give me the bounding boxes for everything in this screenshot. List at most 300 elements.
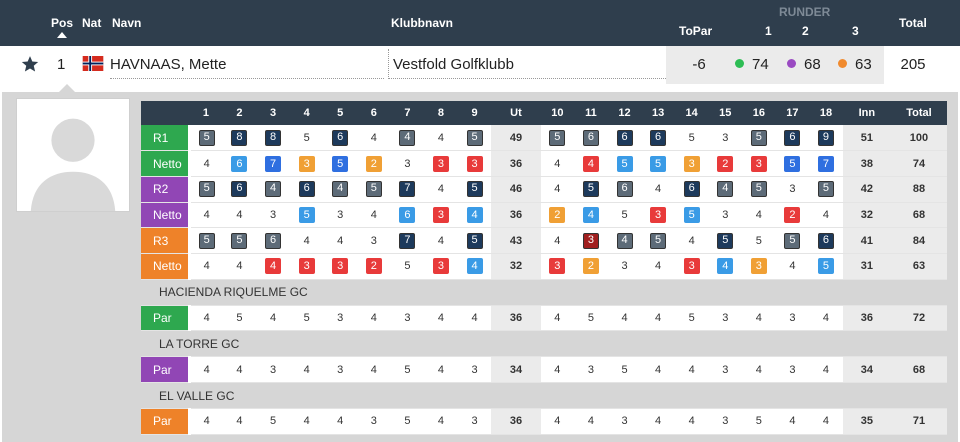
course-name: LA TORRE GC <box>141 331 947 357</box>
player-total: 205 <box>900 56 926 73</box>
scorecard-body <box>141 125 947 434</box>
hole-score-cell: 4 <box>223 253 257 279</box>
hole-score-cell: 5 <box>290 305 324 331</box>
hole-score-cell <box>458 253 492 279</box>
hole-score-cell: 4 <box>357 357 391 383</box>
nat-column-header[interactable]: Nat <box>82 16 102 30</box>
course-name-row <box>141 331 947 357</box>
hole-score-cell: 4 <box>424 305 458 331</box>
round1-dot-icon <box>735 59 744 68</box>
hole-score-cell: 4 <box>357 125 391 151</box>
hole-score-badge: 5 <box>231 233 247 249</box>
hole-score-cell: 3 <box>574 357 608 383</box>
total-column-header[interactable]: Total <box>899 16 927 30</box>
hole-score-badge: 7 <box>265 156 281 172</box>
hole-score-cell: 3 <box>608 409 642 435</box>
norway-flag-icon <box>82 56 104 71</box>
scorecard-col-header: 10 <box>541 101 575 125</box>
hole-score-cell: 5 <box>256 409 290 435</box>
score-row <box>141 176 947 202</box>
course-name-row <box>141 383 947 409</box>
hole-score-cell <box>675 202 709 228</box>
hole-score-cell: 3 <box>708 202 742 228</box>
hole-score-badge: 5 <box>751 130 767 146</box>
hole-score-cell <box>189 228 223 254</box>
round2-score: 68 <box>787 56 821 73</box>
hole-score-badge: 6 <box>332 130 348 146</box>
hole-score-badge: 5 <box>818 258 834 274</box>
hole-score-badge: 6 <box>299 181 315 197</box>
hole-score-cell: 4 <box>809 409 843 435</box>
hole-score-badge: 5 <box>199 233 215 249</box>
favorite-star-icon[interactable] <box>21 55 39 73</box>
hole-score-cell <box>424 151 458 177</box>
hole-score-cell <box>742 176 776 202</box>
hole-score-cell <box>458 202 492 228</box>
hole-score-cell <box>809 253 843 279</box>
hole-score-cell <box>675 253 709 279</box>
hole-score-badge: 2 <box>549 207 565 223</box>
hole-score-badge: 4 <box>717 181 733 197</box>
hole-score-cell <box>742 125 776 151</box>
scorecard-col-header: 14 <box>675 101 709 125</box>
hole-score-cell: 5 <box>608 357 642 383</box>
hole-score-cell <box>641 125 675 151</box>
hole-score-cell <box>323 176 357 202</box>
subtotal-cell: 49 <box>491 125 540 151</box>
hole-score-cell <box>608 228 642 254</box>
subtotal-cell: 46 <box>491 176 540 202</box>
hole-score-cell <box>323 253 357 279</box>
topar-column-header[interactable]: ToPar <box>679 24 713 38</box>
player-rounds <box>732 46 884 84</box>
scorecard-col-header: 18 <box>809 101 843 125</box>
hole-score-cell <box>675 176 709 202</box>
hole-score-cell <box>391 228 425 254</box>
hole-score-badge: 4 <box>467 207 483 223</box>
subtotal-cell: 36 <box>491 305 540 331</box>
hole-score-cell: 5 <box>742 409 776 435</box>
hole-score-cell <box>223 228 257 254</box>
hole-score-cell: 4 <box>641 357 675 383</box>
hole-score-cell: 4 <box>189 357 223 383</box>
hole-score-cell: 3 <box>391 151 425 177</box>
hole-score-badge: 3 <box>549 258 565 274</box>
subtotal-cell: 43 <box>491 228 540 254</box>
hole-score-cell <box>708 228 742 254</box>
hole-score-badge: 3 <box>650 207 666 223</box>
hole-score-cell: 4 <box>189 151 223 177</box>
hole-score-badge: 6 <box>650 130 666 146</box>
hole-score-cell: 4 <box>541 228 575 254</box>
hole-score-cell: 4 <box>742 202 776 228</box>
hole-score-badge: 5 <box>717 233 733 249</box>
klubbnavn-column-header[interactable]: Klubbnavn <box>391 16 453 30</box>
round-label: Par <box>141 305 189 331</box>
hole-score-badge: 8 <box>231 130 247 146</box>
hole-score-badge: 2 <box>366 258 382 274</box>
hole-score-badge: 5 <box>467 233 483 249</box>
hole-score-cell: 4 <box>541 305 575 331</box>
hole-score-cell: 4 <box>742 357 776 383</box>
navn-column-header[interactable]: Navn <box>112 16 142 30</box>
hole-score-badge: 5 <box>467 181 483 197</box>
sort-ascending-icon <box>57 32 67 38</box>
hole-score-badge: 9 <box>818 130 834 146</box>
subtotal-cell: 88 <box>891 176 947 202</box>
hole-score-badge: 6 <box>818 233 834 249</box>
hole-score-cell <box>708 176 742 202</box>
subtotal-cell: 41 <box>843 228 891 254</box>
scorecard-col-header: 5 <box>323 101 357 125</box>
hole-score-badge: 3 <box>751 156 767 172</box>
hole-score-cell: 4 <box>776 409 810 435</box>
hole-score-cell: 4 <box>641 409 675 435</box>
subtotal-cell: 38 <box>843 151 891 177</box>
hole-score-badge: 5 <box>366 181 382 197</box>
hole-score-cell <box>776 228 810 254</box>
hole-score-cell: 4 <box>424 409 458 435</box>
hole-score-cell: 4 <box>675 357 709 383</box>
hole-score-cell <box>391 202 425 228</box>
hole-score-cell <box>574 151 608 177</box>
course-name: EL VALLE GC <box>141 383 947 409</box>
hole-score-cell <box>256 125 290 151</box>
round1-column-header[interactable]: 1 <box>765 24 772 38</box>
avatar <box>16 98 130 212</box>
hole-score-cell <box>574 202 608 228</box>
subtotal-cell: 34 <box>491 357 540 383</box>
hole-score-cell: 3 <box>323 357 357 383</box>
hole-score-cell: 4 <box>223 202 257 228</box>
hole-score-cell <box>574 228 608 254</box>
hole-score-cell <box>189 125 223 151</box>
round-label: Netto <box>141 202 189 228</box>
hole-score-cell <box>256 176 290 202</box>
hole-score-badge: 5 <box>549 130 565 146</box>
round3-score: 63 <box>838 56 872 73</box>
hole-score-cell: 4 <box>641 176 675 202</box>
hole-score-cell: 4 <box>574 409 608 435</box>
hole-score-cell: 3 <box>708 125 742 151</box>
hole-score-cell: 3 <box>256 357 290 383</box>
hole-score-badge: 2 <box>717 156 733 172</box>
hole-score-badge: 6 <box>265 233 281 249</box>
hole-score-badge: 5 <box>199 181 215 197</box>
hole-score-badge: 8 <box>265 130 281 146</box>
scorecard-col-header: Total <box>891 101 947 125</box>
hole-score-cell: 4 <box>189 202 223 228</box>
hole-score-cell: 4 <box>641 253 675 279</box>
hole-score-cell <box>541 253 575 279</box>
score-row <box>141 151 947 177</box>
hole-score-cell: 3 <box>708 357 742 383</box>
scorecard-col-header: 8 <box>424 101 458 125</box>
hole-score-cell <box>357 176 391 202</box>
par-row <box>141 357 947 383</box>
hole-score-badge: 4 <box>265 181 281 197</box>
round-label: Par <box>141 409 189 435</box>
hole-score-cell <box>742 253 776 279</box>
hole-score-cell <box>223 176 257 202</box>
score-row <box>141 253 947 279</box>
hole-score-badge: 4 <box>617 233 633 249</box>
player-position: 1 <box>57 56 66 73</box>
hole-score-badge: 2 <box>784 207 800 223</box>
hole-score-badge: 6 <box>617 181 633 197</box>
hole-score-cell: 5 <box>223 305 257 331</box>
hole-score-badge: 6 <box>231 156 247 172</box>
hole-score-cell: 3 <box>776 305 810 331</box>
hole-score-badge: 7 <box>818 156 834 172</box>
round-label: Netto <box>141 253 189 279</box>
hole-score-badge: 3 <box>467 156 483 172</box>
hole-score-badge: 6 <box>231 181 247 197</box>
round-label: R1 <box>141 125 189 151</box>
hole-score-cell <box>641 151 675 177</box>
hole-score-cell <box>708 253 742 279</box>
player-name[interactable]: HAVNAAS, Mette <box>110 49 384 79</box>
hole-score-cell <box>424 253 458 279</box>
round3-dot-icon <box>838 59 847 68</box>
hole-score-cell: 4 <box>641 305 675 331</box>
hole-score-badge: 5 <box>751 181 767 197</box>
hole-score-badge: 5 <box>617 156 633 172</box>
hole-score-cell <box>776 151 810 177</box>
hole-score-cell: 4 <box>256 305 290 331</box>
hole-score-cell <box>323 125 357 151</box>
scorecard-col-header: 17 <box>776 101 810 125</box>
hole-score-badge: 5 <box>467 130 483 146</box>
hole-score-cell <box>357 253 391 279</box>
scorecard-col-header: Ut <box>491 101 540 125</box>
hole-score-cell: 3 <box>458 409 492 435</box>
hole-score-cell: 3 <box>357 409 391 435</box>
hole-score-cell: 4 <box>290 228 324 254</box>
hole-score-badge: 4 <box>583 207 599 223</box>
scorecard-col-header: 12 <box>608 101 642 125</box>
subtotal-cell: 32 <box>843 202 891 228</box>
round-label: Netto <box>141 151 189 177</box>
hole-score-badge: 5 <box>650 156 666 172</box>
hole-score-cell: 4 <box>424 357 458 383</box>
round2-column-header[interactable]: 2 <box>802 24 809 38</box>
hole-score-cell: 4 <box>189 305 223 331</box>
scorecard-col-header: 15 <box>708 101 742 125</box>
hole-score-cell: 3 <box>776 357 810 383</box>
hole-score-cell <box>391 176 425 202</box>
hole-score-cell <box>641 202 675 228</box>
hole-score-cell <box>256 151 290 177</box>
par-row <box>141 305 947 331</box>
hole-score-badge: 5 <box>650 233 666 249</box>
hole-score-cell <box>809 125 843 151</box>
pos-column-header[interactable]: Pos <box>51 16 74 30</box>
hole-score-cell <box>809 176 843 202</box>
hole-score-badge: 3 <box>751 258 767 274</box>
hole-score-cell <box>742 151 776 177</box>
hole-score-cell <box>290 253 324 279</box>
hole-score-cell: 5 <box>742 228 776 254</box>
hole-score-cell: 5 <box>675 305 709 331</box>
hole-score-cell <box>776 125 810 151</box>
hole-score-cell: 4 <box>223 409 257 435</box>
hole-score-cell: 4 <box>541 409 575 435</box>
hole-score-cell <box>256 253 290 279</box>
scorecard-table <box>141 101 947 435</box>
subtotal-cell: 63 <box>891 253 947 279</box>
hole-score-cell: 3 <box>708 409 742 435</box>
round-label: R2 <box>141 176 189 202</box>
hole-score-badge: 4 <box>399 130 415 146</box>
subtotal-cell: 68 <box>891 202 947 228</box>
subtotal-cell: 36 <box>491 409 540 435</box>
subtotal-cell: 51 <box>843 125 891 151</box>
round2-dot-icon <box>787 59 796 68</box>
hole-score-cell <box>574 176 608 202</box>
hole-score-badge: 5 <box>784 156 800 172</box>
hole-score-badge: 7 <box>399 181 415 197</box>
hole-score-cell <box>290 202 324 228</box>
hole-score-badge: 5 <box>684 207 700 223</box>
player-topar: -6 <box>666 46 732 84</box>
hole-score-cell: 4 <box>675 409 709 435</box>
hole-score-badge: 4 <box>332 181 348 197</box>
hole-score-badge: 4 <box>717 258 733 274</box>
subtotal-cell: 74 <box>891 151 947 177</box>
scorecard-header-row <box>141 101 947 125</box>
hole-score-cell <box>608 151 642 177</box>
hole-score-cell <box>458 151 492 177</box>
hole-score-cell <box>223 151 257 177</box>
scorecard-col-header: 7 <box>391 101 425 125</box>
course-name: HACIENDA RIQUELME GC <box>141 279 947 305</box>
hole-score-cell: 4 <box>608 305 642 331</box>
hole-score-badge: 5 <box>199 130 215 146</box>
subtotal-cell: 84 <box>891 228 947 254</box>
hole-score-cell: 4 <box>809 305 843 331</box>
hole-score-cell <box>290 176 324 202</box>
scorecard-col-header: 3 <box>256 101 290 125</box>
hole-score-badge: 4 <box>583 156 599 172</box>
hole-score-badge: 6 <box>784 130 800 146</box>
subtotal-cell: 36 <box>491 202 540 228</box>
subtotal-cell: 32 <box>491 253 540 279</box>
hole-score-cell <box>458 125 492 151</box>
hole-score-cell: 4 <box>290 409 324 435</box>
hole-score-cell <box>675 151 709 177</box>
hole-score-cell: 5 <box>391 253 425 279</box>
hole-score-cell: 4 <box>357 202 391 228</box>
hole-score-badge: 3 <box>684 258 700 274</box>
hole-score-cell: 4 <box>541 176 575 202</box>
score-row <box>141 228 947 254</box>
hole-score-badge: 5 <box>299 207 315 223</box>
round3-column-header[interactable]: 3 <box>852 24 859 38</box>
hole-score-cell <box>776 202 810 228</box>
subtotal-cell: 31 <box>843 253 891 279</box>
hole-score-cell: 5 <box>391 357 425 383</box>
scorecard-col-header: 13 <box>641 101 675 125</box>
player-row[interactable] <box>0 46 960 84</box>
hole-score-cell <box>189 176 223 202</box>
hole-score-badge: 3 <box>299 258 315 274</box>
hole-score-cell <box>458 176 492 202</box>
hole-score-badge: 4 <box>467 258 483 274</box>
scorecard-col-header: Inn <box>843 101 891 125</box>
hole-score-badge: 3 <box>583 233 599 249</box>
hole-score-badge: 3 <box>433 207 449 223</box>
hole-score-badge: 3 <box>684 156 700 172</box>
hole-score-cell <box>290 151 324 177</box>
hole-score-cell: 3 <box>458 357 492 383</box>
hole-score-cell <box>323 151 357 177</box>
hole-score-cell: 3 <box>608 253 642 279</box>
hole-score-cell: 3 <box>357 228 391 254</box>
hole-score-cell: 4 <box>541 357 575 383</box>
hole-score-cell <box>256 228 290 254</box>
hole-score-badge: 5 <box>784 233 800 249</box>
hole-score-cell: 5 <box>574 305 608 331</box>
course-name-row <box>141 279 947 305</box>
hole-score-cell <box>541 202 575 228</box>
round1-score: 74 <box>735 56 769 73</box>
hole-score-cell: 4 <box>809 357 843 383</box>
hole-score-badge: 7 <box>399 233 415 249</box>
scorecard-col-header: 9 <box>458 101 492 125</box>
hole-score-badge: 6 <box>399 207 415 223</box>
scorecard-col-header: 1 <box>189 101 223 125</box>
hole-score-cell <box>708 151 742 177</box>
score-row <box>141 125 947 151</box>
hole-score-badge: 2 <box>366 156 382 172</box>
hole-score-cell <box>223 125 257 151</box>
hole-score-badge: 3 <box>433 258 449 274</box>
scorecard-col-header <box>141 101 189 125</box>
scorecard-col-header: 4 <box>290 101 324 125</box>
hole-score-cell: 4 <box>776 253 810 279</box>
subtotal-cell: 35 <box>843 409 891 435</box>
hole-score-badge: 4 <box>265 258 281 274</box>
scorecard-col-header: 2 <box>223 101 257 125</box>
hole-score-cell: 5 <box>608 202 642 228</box>
hole-score-badge: 5 <box>818 181 834 197</box>
round-label: R3 <box>141 228 189 254</box>
leaderboard-header <box>0 0 960 46</box>
hole-score-cell: 3 <box>391 305 425 331</box>
round-label: Par <box>141 357 189 383</box>
hole-score-cell: 3 <box>323 202 357 228</box>
hole-score-cell <box>574 125 608 151</box>
hole-score-badge: 3 <box>332 258 348 274</box>
hole-score-badge: 6 <box>617 130 633 146</box>
hole-score-cell: 4 <box>323 409 357 435</box>
subtotal-cell: 71 <box>891 409 947 435</box>
par-row <box>141 409 947 435</box>
person-placeholder-icon <box>17 99 129 211</box>
hole-score-cell: 5 <box>675 125 709 151</box>
hole-score-cell: 4 <box>458 305 492 331</box>
subtotal-cell: 100 <box>891 125 947 151</box>
hole-score-cell: 4 <box>223 357 257 383</box>
hole-score-badge: 6 <box>583 130 599 146</box>
hole-score-cell: 4 <box>189 409 223 435</box>
hole-score-cell: 4 <box>809 202 843 228</box>
hole-score-cell: 4 <box>541 151 575 177</box>
hole-score-cell <box>809 228 843 254</box>
hole-score-cell: 4 <box>189 253 223 279</box>
hole-score-cell: 4 <box>424 176 458 202</box>
